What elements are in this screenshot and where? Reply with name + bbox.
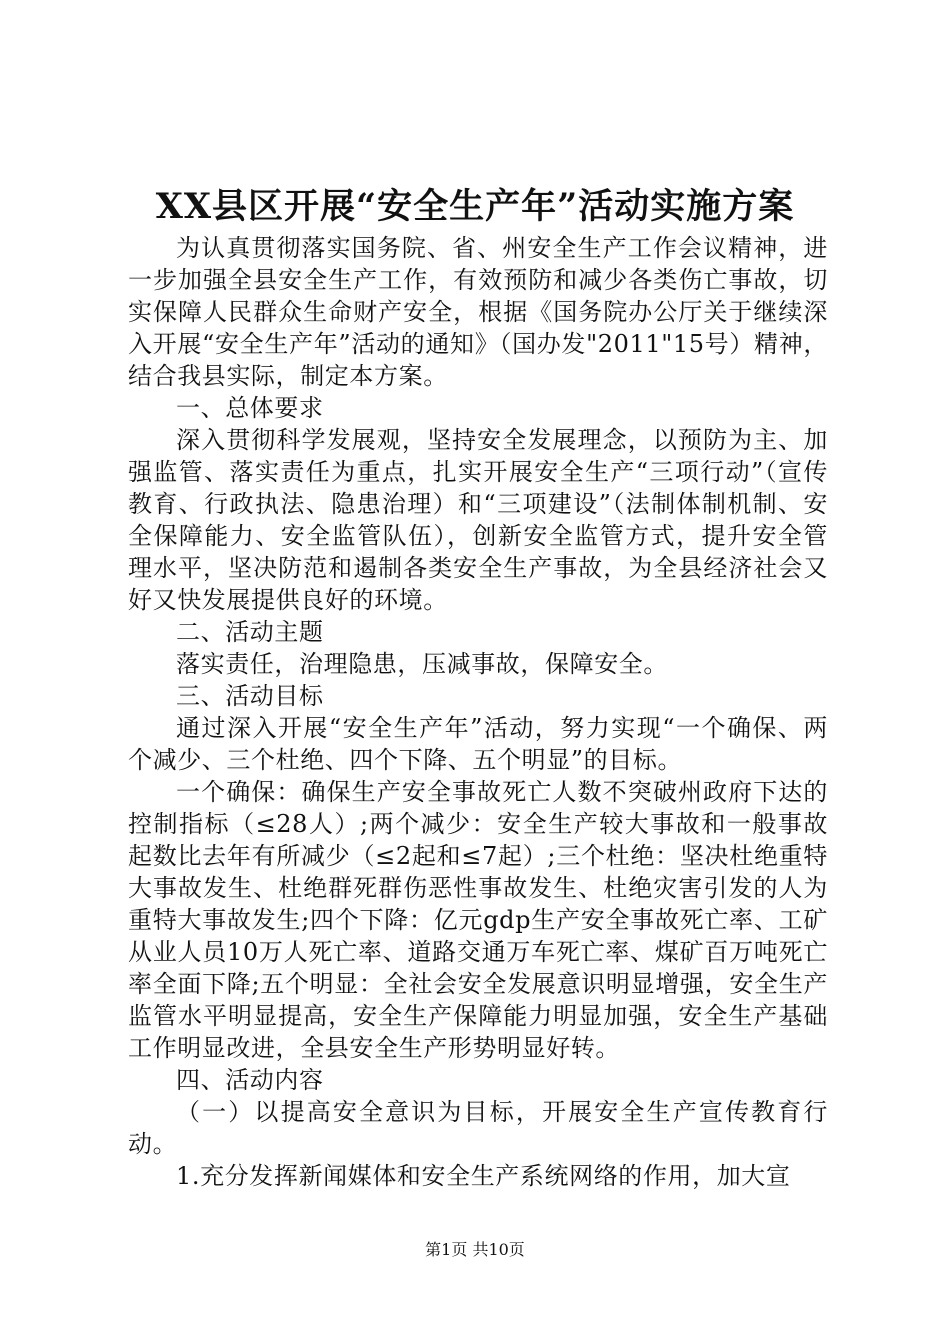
paragraph-intro: 为认真贯彻落实国务院、省、州安全生产工作会议精神，进一步加强全县安全生产工作，有效预防和减少各类伤亡事故，切实保障人民群众生命财产安全，根据《国务院办公厅关于继续深入开展“安全生产年”活动的通知》（国办发"2011"15号）精神，结合我县实际，制定本方案。 <box>128 234 828 390</box>
document-body <box>128 232 828 1192</box>
page-footer: 第1页 共10页 <box>425 1240 525 1259</box>
paragraph-goals-detail: 一个确保：确保生产安全事故死亡人数不突破州政府下达的控制指标（≤28人）;两个减少：安全生产较大事故和一般事故起数比去年有所减少（≤2起和≤7起）;三个杜绝：坚决杜绝重特大事故发生、杜绝群死群伤恶性事故发生、杜绝灾害引发的人为重特大事故发生;四个下降：亿元gdp生产安全事故死亡率、工矿从业人员10万人死亡率、道路交通万车死亡率、煤矿百万吨死亡率全面下降;五个明显：全社会安全发展意识明显增强，安全生产监管水平明显提高，安全生产保障能力明显加强，安全生产基础工作明显改进，全县安全生产形势明显好转。 <box>128 778 828 1062</box>
subsection-heading-1: （一）以提高安全意识为目标，开展安全生产宣传教育行动。 <box>128 1098 828 1158</box>
section-heading-3: 三、活动目标 <box>176 682 324 710</box>
section-heading-2: 二、活动主题 <box>176 618 324 646</box>
section-heading-1: 一、总体要求 <box>176 394 324 422</box>
document-title: XX县区开展“安全生产年”活动实施方案 <box>155 186 795 227</box>
section-heading-4: 四、活动内容 <box>176 1066 324 1094</box>
paragraph-goals: 通过深入开展“安全生产年”活动，努力实现“一个确保、两个减少、三个杜绝、四个下降、五个明显”的目标。 <box>128 714 828 774</box>
paragraph-theme: 落实责任，治理隐患，压减事故，保障安全。 <box>176 650 668 678</box>
paragraph-item-1: 1.充分发挥新闻媒体和安全生产系统网络的作用，加大宣 <box>176 1162 791 1190</box>
paragraph-requirements: 深入贯彻科学发展观，坚持安全发展理念，以预防为主、加强监管、落实责任为重点，扎实开展安全生产“三项行动”（宣传教育、行政执法、隐患治理）和“三项建设”（法制体制机制、安全保障能力、安全监管队伍），创新安全监管方式，提升安全管理水平，坚决防范和遏制各类安全生产事故，为全县经济社会又好又快发展提供良好的环境。 <box>128 426 828 614</box>
